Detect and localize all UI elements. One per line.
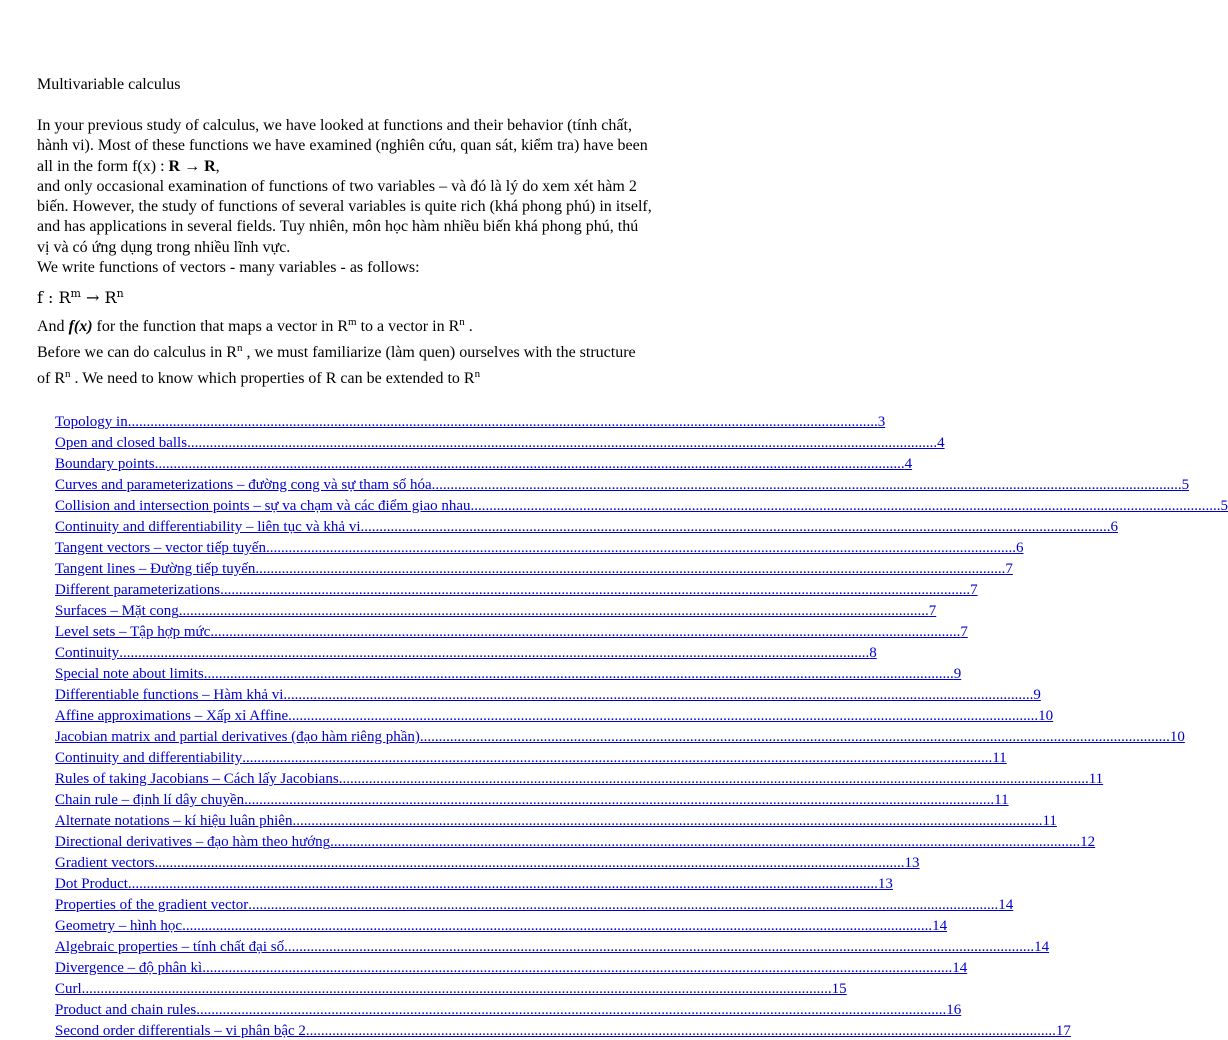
toc-page-number: 7 xyxy=(1005,561,1013,577)
toc-leader-dots: ........................................................................................................................................................................................................ xyxy=(203,666,954,682)
toc-leader-dots: ........................................................................................................................................................................................................ xyxy=(470,498,1221,514)
toc-leader-dots: ........................................................................................................................................................................................................ xyxy=(119,645,870,661)
toc-leader-dots: ........................................................................................................................................................................................................ xyxy=(284,939,1035,955)
toc-entry[interactable] xyxy=(55,746,1007,767)
toc-leader-dots: ........................................................................................................................................................................................................ xyxy=(220,582,971,598)
toc-page-number: 14 xyxy=(998,897,1014,913)
toc-entry-title: Tangent vectors – vector tiếp tuyến xyxy=(55,540,266,556)
body-line-2: biến. However, the study of functions of several variables is quite rich (khá phong phú) in itself, xyxy=(37,198,652,216)
toc-entry-title: Alternate notations – kí hiệu luân phiên xyxy=(55,813,293,829)
toc-entry[interactable] xyxy=(55,1019,1071,1040)
intro-paragraph xyxy=(37,116,737,278)
form-domain: R xyxy=(168,157,181,175)
toc-leader-dots: ........................................................................................................................................................................................................ xyxy=(360,519,1111,535)
toc-entry-title: Curves and parameterizations – đường cong và sự tham số hóa xyxy=(55,477,432,493)
body-line-5: We write functions of vectors - many variables - as follows: xyxy=(37,259,420,277)
toc-entry[interactable] xyxy=(55,725,1185,746)
toc-entry-title: Curl xyxy=(55,981,82,997)
toc-entry[interactable] xyxy=(55,473,1190,494)
toc-entry[interactable] xyxy=(55,410,886,431)
toc-page-number: 3 xyxy=(877,414,886,430)
toc-page-number: 16 xyxy=(946,1002,962,1018)
and-mid2: to a vector in R xyxy=(356,318,460,335)
toc-leader-dots: ........................................................................................................................................................................................................ xyxy=(431,477,1182,493)
toc-entry[interactable] xyxy=(55,599,937,620)
toc-entry[interactable] xyxy=(55,431,945,452)
form-arrow: → xyxy=(180,157,205,175)
toc-leader-dots: ........................................................................................................................................................................................................ xyxy=(419,729,1170,745)
and-m: m xyxy=(348,316,357,328)
toc-entry-title: Gradient vectors xyxy=(55,855,155,871)
toc-entry[interactable] xyxy=(55,767,1104,788)
toc-page-number: 10 xyxy=(1038,708,1054,724)
toc-entry-title: Continuity and differentiability – liên tục và khả vi xyxy=(55,519,361,535)
toc-leader-dots: ........................................................................................................................................................................................................ xyxy=(187,435,938,451)
formula-arrow: → R xyxy=(80,288,117,307)
before-line xyxy=(37,343,636,363)
toc-entry-title: Chain rule – định lí dây chuyền xyxy=(55,792,245,808)
toc-entry-title: Level sets – Tập hợp mức xyxy=(55,624,211,640)
function-formula xyxy=(37,288,124,308)
toc-entry[interactable] xyxy=(55,977,847,998)
toc-entry-title: Topology in xyxy=(55,414,128,430)
toc-page-number: 4 xyxy=(904,456,913,472)
form-suffix: , xyxy=(215,157,220,175)
toc-page-number: 6 xyxy=(1110,519,1118,535)
toc-page-number: 10 xyxy=(1169,729,1185,745)
toc-page-number: 5 xyxy=(1181,477,1190,493)
toc-leader-dots: ........................................................................................................................................................................................................ xyxy=(330,834,1081,850)
toc-leader-dots: ........................................................................................................................................................................................................ xyxy=(305,1023,1056,1039)
toc-entry[interactable] xyxy=(55,809,1057,830)
toc-entry-title: Continuity and differentiability xyxy=(55,750,243,766)
toc-leader-dots: ........................................................................................................................................................................................................ xyxy=(127,876,878,892)
form-line xyxy=(37,157,737,177)
toc-entry-title: Second order differentials – vi phân bậc 2 xyxy=(55,1023,306,1039)
toc-page-number: 9 xyxy=(953,666,962,682)
toc-leader-dots: ........................................................................................................................................................................................................ xyxy=(244,792,995,808)
toc-entry-title: Different parameterizations xyxy=(55,582,221,598)
toc-entry-title: Directional derivatives – đạo hàm theo hướng xyxy=(55,834,331,850)
toc-entry[interactable] xyxy=(55,788,1009,809)
toc-entry[interactable] xyxy=(55,893,1014,914)
toc-entry[interactable] xyxy=(55,641,877,662)
toc-page-number: 14 xyxy=(932,918,948,934)
toc-entry-title: Open and closed balls xyxy=(55,435,188,451)
toc-leader-dots: ........................................................................................................................................................................................................ xyxy=(178,603,929,619)
toc-entry-title: Jacobian matrix and partial derivatives (đạo hàm riêng phần) xyxy=(55,729,420,745)
formula-f: f : R xyxy=(37,288,71,307)
toc-leader-dots: ........................................................................................................................................................................................................ xyxy=(210,624,961,640)
toc-entry[interactable] xyxy=(55,515,1118,536)
before-n: n xyxy=(236,342,243,354)
toc-entry[interactable] xyxy=(55,998,962,1019)
and-fx: f(x) xyxy=(68,318,93,335)
toc-leader-dots: ........................................................................................................................................................................................................ xyxy=(202,960,953,976)
intro-line-2: hành vi). Most of these functions we have examined (nghiên cứu, quan sát, kiểm tra) have been xyxy=(37,137,648,155)
toc-entry[interactable] xyxy=(55,851,920,872)
toc-page-number: 13 xyxy=(877,876,893,892)
toc-entry-title: Algebraic properties – tính chất đại số xyxy=(55,939,285,955)
toc-page-number: 7 xyxy=(970,582,978,598)
table-of-contents xyxy=(55,410,1228,1040)
toc-page-number: 5 xyxy=(1220,498,1228,514)
intro-line-1: In your previous study of calculus, we have looked at functions and their behavior (tính chất, xyxy=(37,117,632,134)
toc-entry-title: Tangent lines – Đường tiếp tuyến xyxy=(55,561,256,577)
toc-entry-title: Surfaces – Mặt cong xyxy=(55,603,179,619)
toc-entry-title: Differentiable functions – Hàm khả vi xyxy=(55,687,284,703)
toc-entry[interactable] xyxy=(55,557,1013,578)
toc-entry[interactable] xyxy=(55,956,968,977)
toc-leader-dots: ........................................................................................................................................................................................................ xyxy=(81,981,832,997)
toc-leader-dots: ........................................................................................................................................................................................................ xyxy=(248,897,999,913)
toc-leader-dots: ........................................................................................................................................................................................................ xyxy=(154,456,905,472)
toc-entry[interactable] xyxy=(55,935,1050,956)
toc-entry-title: Affine approximations – Xấp xỉ Affine xyxy=(55,708,289,724)
toc-page-number: 9 xyxy=(1033,687,1041,703)
toc-leader-dots: ........................................................................................................................................................................................................ xyxy=(196,1002,947,1018)
before-pre: Before we can do calculus in R xyxy=(37,344,237,361)
toc-entry-title: Geometry – hình học xyxy=(55,918,183,934)
toc-entry[interactable] xyxy=(55,872,893,893)
and-end: . xyxy=(464,318,473,335)
toc-entry-title: Rules of taking Jacobians – Cách lấy Jacobians xyxy=(55,771,339,787)
toc-entry[interactable] xyxy=(55,704,1054,725)
and-n: n xyxy=(459,316,465,328)
toc-page-number: 17 xyxy=(1055,1023,1071,1039)
toc-entry[interactable] xyxy=(55,830,1096,851)
toc-leader-dots: ........................................................................................................................................................................................................ xyxy=(242,750,993,766)
toc-entry[interactable] xyxy=(55,536,1024,557)
toc-entry-title: Continuity xyxy=(55,645,120,661)
toc-entry[interactable] xyxy=(55,452,913,473)
toc-leader-dots: ........................................................................................................................................................................................................ xyxy=(127,414,878,430)
toc-page-number: 11 xyxy=(1042,813,1057,829)
toc-page-number: 15 xyxy=(831,981,847,997)
formula-n: n xyxy=(116,287,124,300)
toc-leader-dots: ........................................................................................................................................................................................................ xyxy=(182,918,933,934)
toc-leader-dots: ........................................................................................................................................................................................................ xyxy=(265,540,1016,556)
toc-leader-dots: ........................................................................................................................................................................................................ xyxy=(255,561,1006,577)
form-codomain: R xyxy=(204,157,216,175)
toc-entry[interactable] xyxy=(55,914,948,935)
toc-entry[interactable] xyxy=(55,683,1041,704)
of-mid: . We need to know which properties of R can be extended to R xyxy=(70,370,475,387)
of-n: n xyxy=(65,368,71,380)
toc-entry-title: Collision and intersection points – sự va chạm và các điểm giao nhau xyxy=(55,498,471,514)
of-line xyxy=(37,369,480,389)
toc-entry-title: Properties of the gradient vector xyxy=(55,897,249,913)
toc-page-number: 6 xyxy=(1015,540,1024,556)
toc-entry-title: Divergence – độ phân kì xyxy=(55,960,203,976)
body-line-4: vị và có ứng dụng trong nhiều lĩnh vực. xyxy=(37,238,291,256)
toc-leader-dots: ........................................................................................................................................................................................................ xyxy=(288,708,1039,724)
toc-page-number: 4 xyxy=(937,435,945,451)
and-pre: And xyxy=(37,318,69,335)
document-title: Multivariable calculus xyxy=(37,76,181,93)
toc-leader-dots: ........................................................................................................................................................................................................ xyxy=(292,813,1043,829)
form-prefix: all in the form f(x) : xyxy=(37,157,169,175)
toc-page-number: 14 xyxy=(1034,939,1050,955)
toc-page-number: 11 xyxy=(992,750,1007,766)
toc-entry-title: Product and chain rules xyxy=(55,1002,197,1018)
toc-entry-title: Boundary points xyxy=(55,456,155,472)
toc-entry[interactable] xyxy=(55,662,962,683)
formula-m: m xyxy=(70,287,81,300)
toc-page-number: 11 xyxy=(1088,771,1104,787)
toc-page-number: 7 xyxy=(960,624,968,640)
toc-page-number: 11 xyxy=(994,792,1009,808)
toc-page-number: 14 xyxy=(952,960,968,976)
before-post: , we must familiarize (làm quen) ourselves with the structure xyxy=(242,344,636,361)
toc-page-number: 13 xyxy=(904,855,920,871)
toc-page-number: 7 xyxy=(928,603,937,619)
toc-leader-dots: ........................................................................................................................................................................................................ xyxy=(338,771,1089,787)
toc-entry[interactable] xyxy=(55,578,978,599)
of-pre: of R xyxy=(37,370,65,387)
toc-entry[interactable] xyxy=(55,620,968,641)
toc-leader-dots: ........................................................................................................................................................................................................ xyxy=(283,687,1034,703)
and-mid: for the function that maps a vector in R xyxy=(92,318,349,335)
of-n2: n xyxy=(474,368,481,380)
toc-entry-title: Special note about limits xyxy=(55,666,204,682)
toc-entry-title: Dot Product xyxy=(55,876,128,892)
and-line xyxy=(37,317,473,337)
toc-entry[interactable] xyxy=(55,494,1228,515)
toc-page-number: 8 xyxy=(869,645,877,661)
body-line-1: and only occasional examination of functions of two variables – và đó là lý do xem xét hàm 2 xyxy=(37,177,637,195)
toc-leader-dots: ........................................................................................................................................................................................................ xyxy=(154,855,905,871)
toc-page-number: 12 xyxy=(1080,834,1096,850)
body-line-3: and has applications in several fields. Tuy nhiên, môn học hàm nhiều biến khá phong phú, thú xyxy=(37,218,639,236)
